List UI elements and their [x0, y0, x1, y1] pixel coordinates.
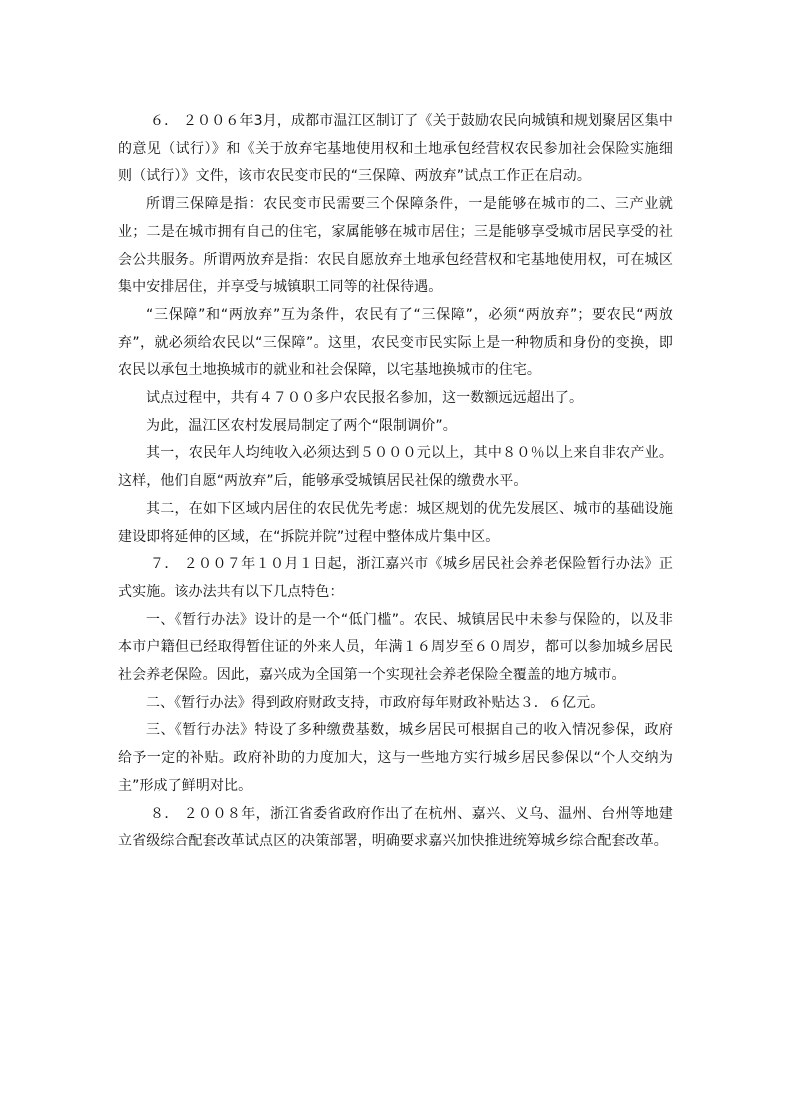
paragraph-item-8: ８． ２００８年，浙江省委省政府作出了在杭州、嘉兴、义乌、温州、台州等地建立省级综合配套改革试点区的决策部署，明确要求嘉兴加快推进统筹城乡综合配套改革。 [118, 805, 673, 850]
paragraph-condition-one: 其一，农民年人均纯收入必须达到５０００元以上，其中８０％以上来自非农产业。这样，他们自愿“两放弃”后，能够承受城镇居民社保的缴费水平。 [118, 445, 673, 490]
paragraph-feature-three: 三、《暂行办法》特设了多种缴费基数，城乡居民可根据自己的收入情况参保，政府给予一定的补贴。政府补助的力度加大，这与一些地方实行城乡居民参保以“个人交纳为主”形成了鲜明对比。 [118, 722, 673, 794]
paragraph-item-7: ７． ２００７年１０月１日起，浙江嘉兴市《城乡居民社会养老保险暂行办法》正式实施。该办法共有以下几点特色： [118, 556, 673, 600]
paragraph-feature-one: 一、《暂行办法》设计的是一个“低门槛”。农民、城镇居民中未参与保险的，以及非本市户籍但已经取得暂住证的外来人员，年满１６周岁至６０周岁，都可以参加城乡居民社会养老保险。因此，嘉兴成为全国第一个实现社会养老保险全覆盖的地方城市。 [118, 611, 673, 684]
paragraph-price-limits: 为此，温江区农村发展局制定了两个“限制调价”。 [146, 417, 457, 434]
paragraph-item-6: ６． ２００６年3月，成都市温江区制订了《关于鼓励农民向城镇和规划聚居区集中的意见（试行）》和《关于放弃宅基地使用权和土地承包经营权农民参加社会保险实施细则（试行）》文件，该市农民变市民的“三保障、两放弃”试点工作正在启动。 [118, 113, 673, 185]
document-body [118, 108, 673, 856]
paragraph-pilot-signups: 试点过程中，共有４７００多户农民报名参加，这一数额远远超出了。 [146, 390, 584, 407]
paragraph-mutual-conditions: “三保障”和“两放弃”互为条件，农民有了“三保障”，必须“两放弃”；要农民“两放弃”，就必须给农民以“三保障”。这里，农民变市民实际上是一种物质和身份的变换，即农民以承包土地换城市的就业和社会保障，以宅基地换城市的住宅。 [118, 306, 673, 379]
paragraph-three-guarantees: 所谓三保障是指：农民变市民需要三个保障条件，一是能够在城市的二、三产业就业；二是在城市拥有自己的住宅，家属能够在城市居住；三是能够享受城市居民享受的社会公共服务。所谓两放弃是指：农民自愿放弃土地承包经营权和宅基地使用权，可在城区集中安排居住，并享受与城镇职工同等的社保待遇。 [118, 196, 673, 296]
paragraph-condition-two: 其二，在如下区域内居住的农民优先考虑：城区规划的优先发展区、城市的基础设施建设即将延伸的区域，在“拆院并院”过程中整体成片集中区。 [118, 500, 673, 545]
paragraph-feature-two: 二、《暂行办法》得到政府财政支持，市政府每年财政补贴达３．６亿元。 [146, 694, 605, 711]
